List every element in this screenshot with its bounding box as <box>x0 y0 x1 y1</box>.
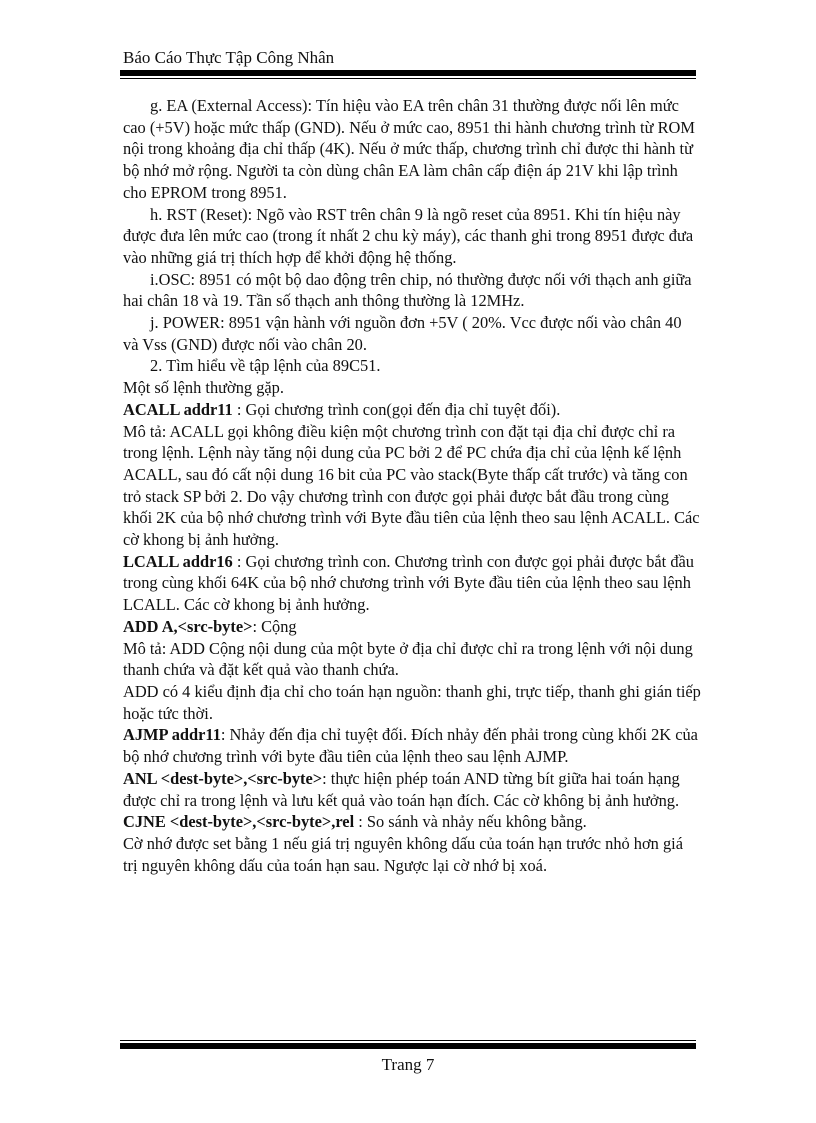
paragraph-common-instructions: Một số lệnh thường gặp. <box>123 378 284 398</box>
header-rule-thick <box>120 70 696 76</box>
page-number: Trang 7 <box>381 1055 435 1074</box>
paragraph-power: j. POWER: 8951 vận hành với nguồn đơn +5V ( 20%. Vcc được nối vào chân 40 và Vss (GND) được nối vào chân 20. <box>123 313 682 354</box>
instruction-anl-text: : thực hiện phép toán AND từng bít giữa hai toán hạng được chỉ ra trong lệnh và lưu kết quả vào toán hạn đích. Các cờ không bị ảnh hưởng. <box>123 768 680 810</box>
instruction-add-description: Mô tả: ADD Cộng nội dung của một byte ở địa chỉ được chỉ ra trong lệnh với nội dung thanh chứa và đặt kết quả vào thanh chứa. <box>123 638 693 680</box>
instruction-lcall-text: : Gọi chương trình con. Chương trình con được gọi phải được bắt đầu trong cùng khối 64K của bộ nhớ chương trình với Byte đầu tiên của lệnh theo sau lệnh LCALL. Các cờ khong bị ảnh hưởng. <box>123 551 694 615</box>
instruction-acall-description: Mô tả: ACALL gọi không điều kiện một chương trình con đặt tại địa chỉ được chỉ ra trong lệnh. Lệnh này tăng nội dung của PC bởi 2 để PC chứa địa chỉ của lệnh kế lệnh ACALL, sau đó cất nội dung 16 bit của PC vào stack(Byte thấp cất trước) và tăng con trỏ stack SP bởi 2. Do vậy chương trình con được gọi phải được bắt đầu trong cùng khối 2K của bộ nhớ chương trình với Byte đầu tiên của lệnh theo sau lệnh ACALL. Các cờ khong bị ảnh hưởng. <box>123 421 700 550</box>
instruction-cjne-text: : So sánh và nhảy nếu không bằng. <box>354 812 587 832</box>
instruction-add-label: ADD A,<src-byte> <box>123 616 253 636</box>
instruction-lcall-label: LCALL addr16 <box>123 551 233 571</box>
section-heading-instruction-set: 2. Tìm hiểu về tập lệnh của 89C51. <box>150 356 381 376</box>
instruction-add <box>123 616 701 638</box>
instruction-anl <box>123 768 701 811</box>
instruction-ajmp <box>123 724 701 767</box>
instruction-ajmp-label: AJMP addr11 <box>123 725 221 745</box>
footer-rule-thick <box>120 1043 696 1049</box>
instruction-cjne-label: CJNE <dest-byte>,<src-byte>,rel <box>123 812 355 832</box>
instruction-anl-label: ANL <dest-byte>,<src-byte> <box>123 768 323 788</box>
header-rule-thin <box>120 78 696 79</box>
paragraph-rst: h. RST (Reset): Ngõ vào RST trên chân 9 là ngõ reset của 8951. Khi tín hiệu này được đưa lên mức cao (trong ít nhất 2 chu kỳ máy), các thanh ghi trong 8951 được đưa vào những giá trị thích hợp để khởi động hệ thống. <box>123 204 694 267</box>
page-header-title: Báo Cáo Thực Tập Công Nhân <box>123 48 335 67</box>
instruction-add-text: : Cộng <box>252 616 297 636</box>
footer-rule-thin <box>120 1040 696 1041</box>
instruction-acall-label: ACALL addr11 <box>123 399 233 419</box>
instruction-ajmp-text: : Nhảy đến địa chỉ tuyệt đối. Đích nhảy đến phải trong cùng khối 2K của bộ nhớ chương trình với byte đầu tiên của lệnh theo sau lệnh AJMP. <box>123 725 698 767</box>
instruction-cjne-description: Cờ nhớ được set bằng 1 nếu giá trị nguyên không dấu của toán hạn trước nhỏ hơn giá trị nguyên không dấu của toán hạn sau. Ngược lại cờ nhớ bị xoá. <box>123 833 683 875</box>
instruction-lcall <box>123 551 701 616</box>
instruction-acall-text: : Gọi chương trình con(gọi đến địa chỉ tuyệt đối). <box>232 399 561 419</box>
instruction-cjne <box>123 811 701 833</box>
instruction-add-modes: ADD có 4 kiểu định địa chỉ cho toán hạn nguồn: thanh ghi, trực tiếp, thanh ghi gián tiếp hoặc tức thời. <box>123 681 701 723</box>
paragraph-osc: i.OSC: 8951 có một bộ dao động trên chip, nó thường được nối với thạch anh giữa hai chân 18 và 19. Tần số thạch anh thông thường là 12MHz. <box>123 269 692 311</box>
paragraph-ea: g. EA (External Access): Tín hiệu vào EA trên chân 31 thường được nối lên mức cao (+5V) hoặc mức thấp (GND). Nếu ở mức cao, 8951 thi hành chương trình từ ROM nội trong khoảng địa chỉ thấp (4K). Nếu ở mức thấp, chương trình chỉ được thi hành từ bộ nhớ mở rộng. Người ta còn dùng chân EA làm chân cấp điện áp 21V khi lập trình cho EPROM trong 8951. <box>123 96 695 202</box>
document-body <box>123 95 701 876</box>
instruction-acall <box>123 399 701 421</box>
